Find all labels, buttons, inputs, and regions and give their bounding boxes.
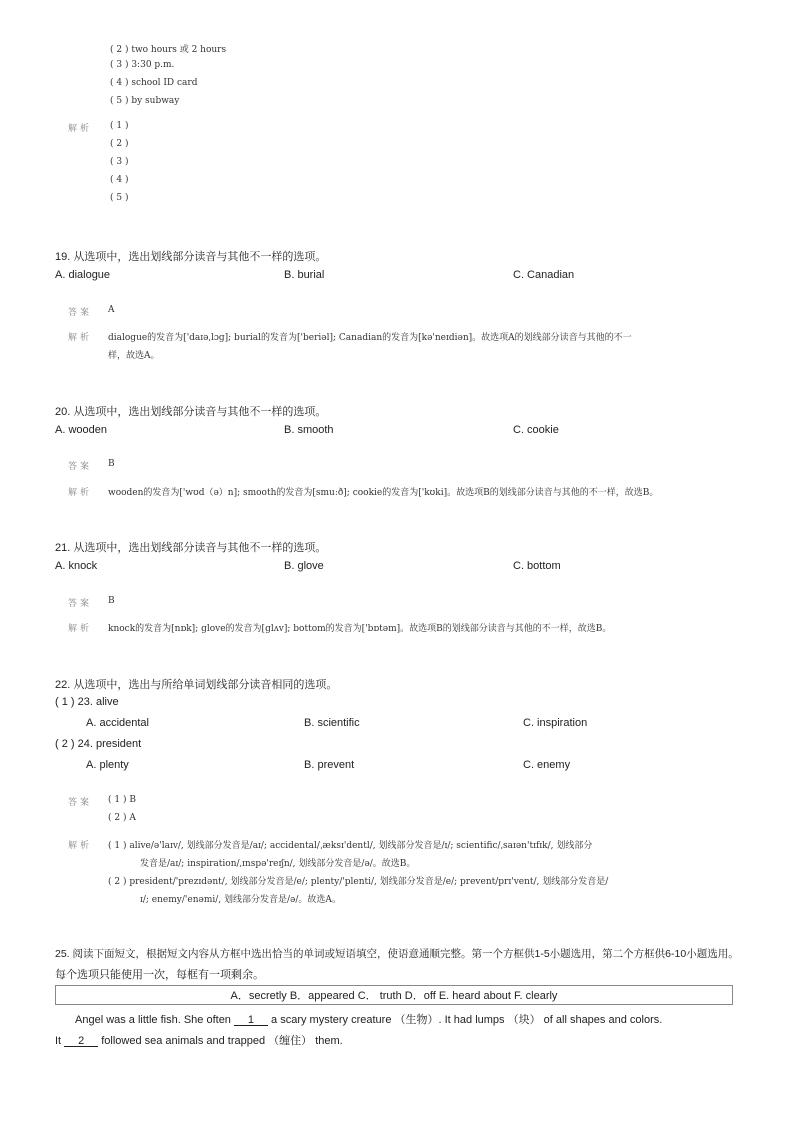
jiexi-text: ( 2 ) president/'prezɪdənt/, 划线部分发音是/e/; plenty/'plenti/, 划线部分发音是/e/; prevent/prɪ'vent/, 划线部分发音是/: [108, 877, 609, 887]
option-c: C. bottom: [513, 560, 561, 572]
option-b: B. prevent: [304, 759, 355, 771]
blank-1[interactable]: 1: [234, 1015, 268, 1026]
jiexi-text: ( 1 ) alive/ə'laɪv/, 划线部分发音是/aɪ/; accidental/ˌæksɪ'dentl/, 划线部分发音是/ɪ/; scientific/ˌsaɪən'tɪfɪk/, 划线部分: [108, 841, 593, 851]
jiexi-item: ( 1 ): [110, 121, 129, 131]
jiexi-text: ɪ/; enemy/'enəmi/, 划线部分发音是/ə/。故选A。: [140, 895, 341, 905]
jiexi-item: ( 3 ): [110, 157, 129, 167]
answer-value: B: [108, 596, 115, 606]
option-c: C. inspiration: [523, 717, 588, 729]
sub-question-2: ( 2 ) 24. president: [55, 738, 142, 750]
jiexi-text: wooden的发音为['wʊd（ə）n]; smooth的发音为[smuːð]; cookie的发音为['kʊki]。故选项B的划线部分读音与其他的不一样，故选B。: [108, 488, 659, 498]
answer-value: ( 1 ) B: [108, 795, 136, 805]
jiexi-label: 解析: [68, 624, 93, 634]
answer-line-2: ( 2 ) two hours 或 2 hours: [110, 45, 227, 55]
jiexi-label: 解析: [68, 488, 93, 498]
passage-text: followed sea animals and trapped （缠住） them.: [98, 1035, 343, 1047]
jiexi-item: ( 5 ): [110, 193, 129, 203]
option-c: C. Canadian: [513, 269, 575, 281]
option-c: C. enemy: [523, 759, 571, 771]
answer-value: A: [108, 305, 115, 315]
answer-line-4: ( 4 ) school ID card: [110, 78, 198, 88]
option-b: B. scientific: [304, 717, 360, 729]
jiexi-item: ( 4 ): [110, 175, 129, 185]
blank-2[interactable]: 2: [64, 1036, 98, 1047]
jiexi-item: ( 2 ): [110, 139, 129, 149]
answer-label: 答案: [68, 462, 93, 472]
jiexi-text: knock的发音为[nɒk]; glove的发音为[glʌv]; bottom的发音为['bɒtəm]。故选项B的划线部分读音与其他的不一样，故选B。: [108, 624, 612, 634]
passage-line-2: [55, 1032, 343, 1048]
answer-value: B: [108, 459, 115, 469]
passage-text: Angel was a little fish. She often: [75, 1014, 234, 1026]
word-box: [55, 985, 733, 1005]
question-22-stem: 22. 从选项中，选出与所给单词划线部分读音相同的选项。: [55, 679, 338, 691]
question-19-stem: 19. 从选项中，选出划线部分读音与其他不一样的选项。: [55, 251, 327, 263]
question-20-stem: 20. 从选项中，选出划线部分读音与其他不一样的选项。: [55, 406, 327, 418]
answer-line-3: ( 3 ) 3:30 p.m.: [110, 60, 175, 70]
option-a: A. accidental: [86, 717, 149, 729]
option-c: C. cookie: [513, 424, 559, 436]
passage-text: a scary mystery creature （生物）. It had lumps （块） of all shapes and colors.: [267, 1014, 663, 1026]
question-25-stem: 25. 阅读下面短文，根据短文内容从方框中选出恰当的单词或短语填空，使语意通顺完整。第一个方框供1-5小题选用，第二个方框供6-10小题选用。: [55, 948, 739, 960]
answer-value: ( 2 ) A: [108, 813, 136, 823]
answer-label: 答案: [68, 599, 93, 609]
option-b: B. burial: [284, 269, 325, 281]
passage-line-1: [75, 1011, 662, 1027]
option-a: A. plenty: [86, 759, 129, 771]
jiexi-label: 解析: [68, 124, 93, 134]
jiexi-label: 解析: [68, 333, 93, 343]
question-21-stem: 21. 从选项中，选出划线部分读音与其他不一样的选项。: [55, 542, 327, 554]
sub-question-1: ( 1 ) 23. alive: [55, 696, 119, 708]
option-b: B. glove: [284, 560, 324, 572]
option-a: A. knock: [55, 560, 98, 572]
passage-text: It: [55, 1035, 65, 1047]
word-box-options: A．secretly B．appeared C． truth D．off E. heard about F. clearly: [230, 990, 558, 1002]
jiexi-text: 样，故选A。: [108, 351, 160, 361]
option-a: A. dialogue: [55, 269, 111, 281]
option-a: A. wooden: [55, 424, 107, 436]
question-25-stem-2: 每个选项只能使用一次，每框有一项剩余。: [55, 969, 264, 981]
answer-label: 答案: [68, 798, 93, 808]
option-b: B. smooth: [284, 424, 334, 436]
answer-label: 答案: [68, 308, 93, 318]
jiexi-label: 解析: [68, 841, 93, 851]
jiexi-text: dialogue的发音为['daɪəˌlɔg]; burial的发音为['beriəl]; Canadian的发音为[kə'neɪdiən]。故选项A的划线部分读音与其他的不一: [108, 333, 632, 343]
answer-line-5: ( 5 ) by subway: [110, 96, 180, 106]
jiexi-text: 发音是/aɪ/; inspiration/ˌɪnspə'reɪʃn/, 划线部分发音是/ə/。故选B。: [140, 859, 416, 869]
